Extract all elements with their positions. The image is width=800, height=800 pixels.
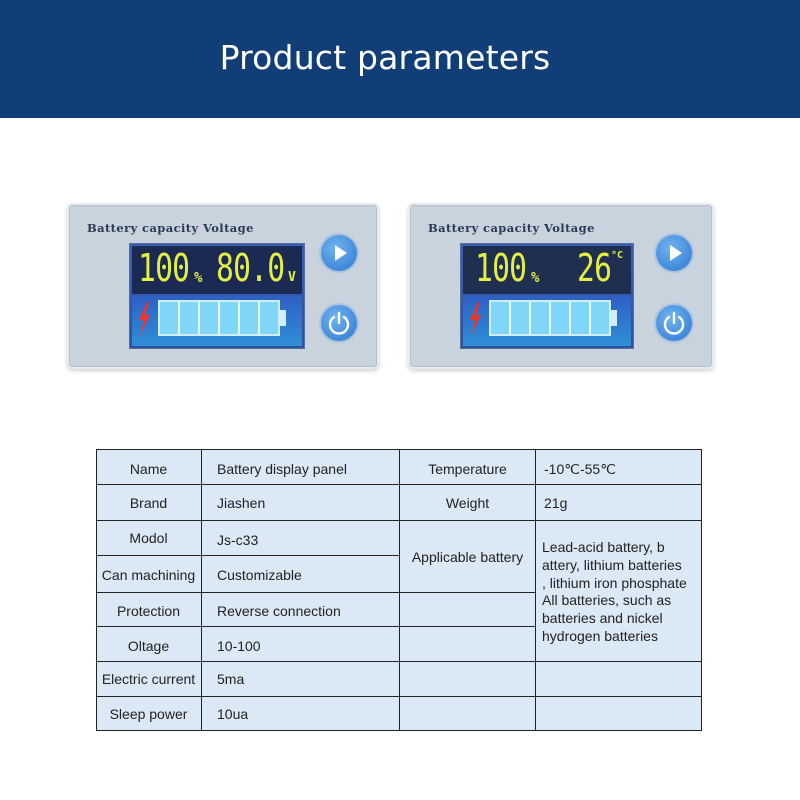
param-label: Weight: [445, 495, 490, 511]
param-value: -10℃-55℃: [544, 461, 616, 477]
battery-display-temperature: [408, 203, 714, 369]
play-icon: [321, 235, 357, 271]
param-value: 10ua: [217, 706, 249, 722]
param-label: Applicable battery: [411, 549, 524, 565]
device-label: Battery capacity Voltage: [428, 221, 595, 235]
header-banner: [0, 0, 800, 118]
temperature-unit: °C: [611, 250, 624, 261]
battery-display-voltage: [67, 203, 379, 369]
param-value: 5ma: [217, 671, 245, 687]
device-label: Battery capacity Voltage: [87, 221, 254, 235]
page-title: Product parameters: [219, 38, 551, 77]
play-icon: [656, 235, 692, 271]
power-button[interactable]: [656, 305, 692, 341]
param-value: 21g: [544, 495, 568, 511]
power-button[interactable]: [321, 305, 357, 341]
battery-icon: [489, 300, 611, 336]
capacity-readout: 100: [475, 246, 527, 290]
param-label: Protection: [116, 603, 181, 619]
param-value: Battery display panel: [217, 461, 347, 477]
power-icon: [321, 305, 357, 341]
param-value: 10-100: [217, 638, 261, 654]
param-label: Temperature: [428, 461, 507, 477]
param-label: Sleep power: [109, 706, 188, 722]
power-icon: [656, 305, 692, 341]
param-label: Can machining: [101, 567, 196, 583]
play-button[interactable]: [321, 235, 357, 271]
temperature-readout: 26: [577, 246, 612, 290]
battery-icon: [158, 300, 280, 336]
capacity-readout: 100: [138, 246, 190, 290]
voltage-unit: V: [288, 270, 296, 285]
param-label: Brand: [129, 495, 168, 511]
capacity-unit: %: [531, 270, 540, 286]
voltage-readout: 80.0: [216, 246, 285, 290]
param-label: Name: [129, 461, 168, 477]
param-value: Js-c33: [217, 532, 259, 548]
bolt-icon: [467, 302, 483, 336]
capacity-unit: %: [194, 270, 203, 286]
param-label: Modol: [129, 530, 168, 546]
parameters-table: [96, 449, 702, 731]
bolt-icon: [136, 302, 152, 336]
lcd-screen: [460, 243, 634, 349]
play-button[interactable]: [656, 235, 692, 271]
param-value: Jiashen: [217, 495, 266, 511]
param-label: Oltage: [127, 638, 170, 654]
param-value: Reverse connection: [217, 603, 341, 619]
lcd-screen: [129, 243, 305, 349]
param-label: Electric current: [101, 671, 196, 687]
param-value: Customizable: [217, 567, 302, 583]
param-value-multiline: Lead-acid battery, b attery, lithium batteries , lithium iron phosphate All batteries, such as batteries and nickel hydrogen batteries: [542, 539, 687, 644]
